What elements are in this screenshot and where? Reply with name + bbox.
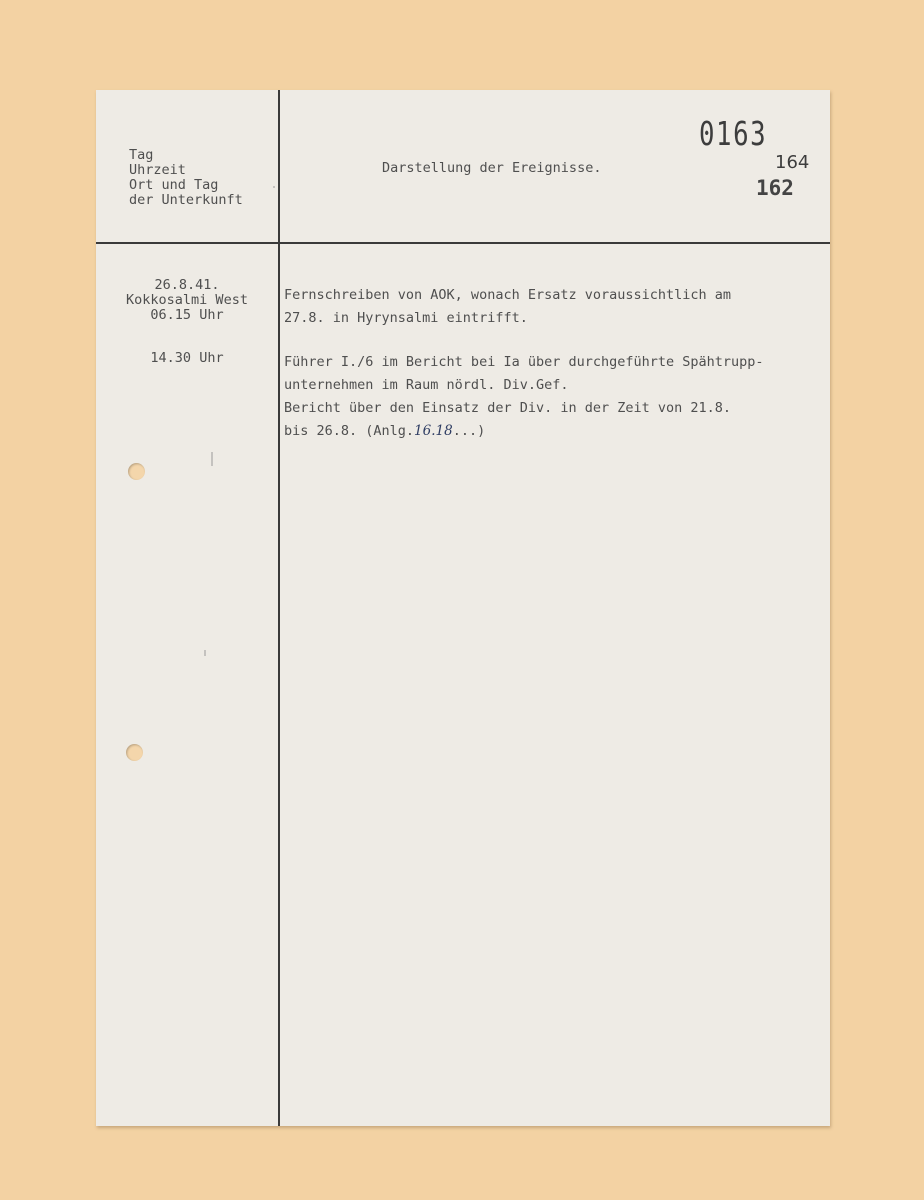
page-number-secondary: 164 [775,152,810,173]
header-divider [96,242,830,244]
header-title: Darstellung der Ereignisse. [382,160,602,176]
paper-mark [204,650,206,656]
entry-2-line-3: Bericht über den Einsatz der Div. in der Zeit von 21.8. [284,400,732,416]
punch-hole-upper [128,463,145,480]
document-page [96,90,830,1126]
punch-hole-lower [126,744,143,761]
entry-2-line-4-prefix: bis 26.8. (Anlg. [284,423,415,439]
header-label-ort-und-tag: Ort und Tag [129,177,219,193]
entry-2-text [284,351,764,443]
paper-mark [211,452,213,466]
entry-1-text [284,284,731,330]
annex-handwritten-number: 16.18 [414,423,453,439]
entry-1-place: Kokkosalmi West [126,292,248,308]
entry-1-time: 06.15 Uhr [150,307,224,323]
header-label-uhrzeit: Uhrzeit [129,162,186,178]
entry-1-date: 26.8.41. [154,277,220,293]
entry-2-line-1: Führer I./6 im Bericht bei Ia über durchgeführte Spähtrupp- [284,354,764,370]
header-left-column-labels [129,148,243,208]
page-number-stamp: 0163 [699,114,768,153]
column-divider [278,90,280,1126]
entry-2-line-2: unternehmen im Raum nördl. Div.Gef. [284,377,569,393]
entry-1-line-2: 27.8. in Hyrynsalmi eintrifft. [284,310,528,326]
header-label-tag: Tag [129,147,154,163]
entry-2-line-4 [284,420,764,443]
entry-1-line-1: Fernschreiben von AOK, wonach Ersatz voraussichtlich am [284,287,732,303]
entry-2-datetime [96,351,278,366]
entry-2-line-4-suffix: ...) [452,423,486,439]
paper-mark [273,186,275,188]
header-label-unterkunft: der Unterkunft [129,192,243,208]
page-number-tertiary: 162 [756,176,794,200]
entry-1-datetime [96,278,278,323]
entry-2-time: 14.30 Uhr [150,350,224,366]
